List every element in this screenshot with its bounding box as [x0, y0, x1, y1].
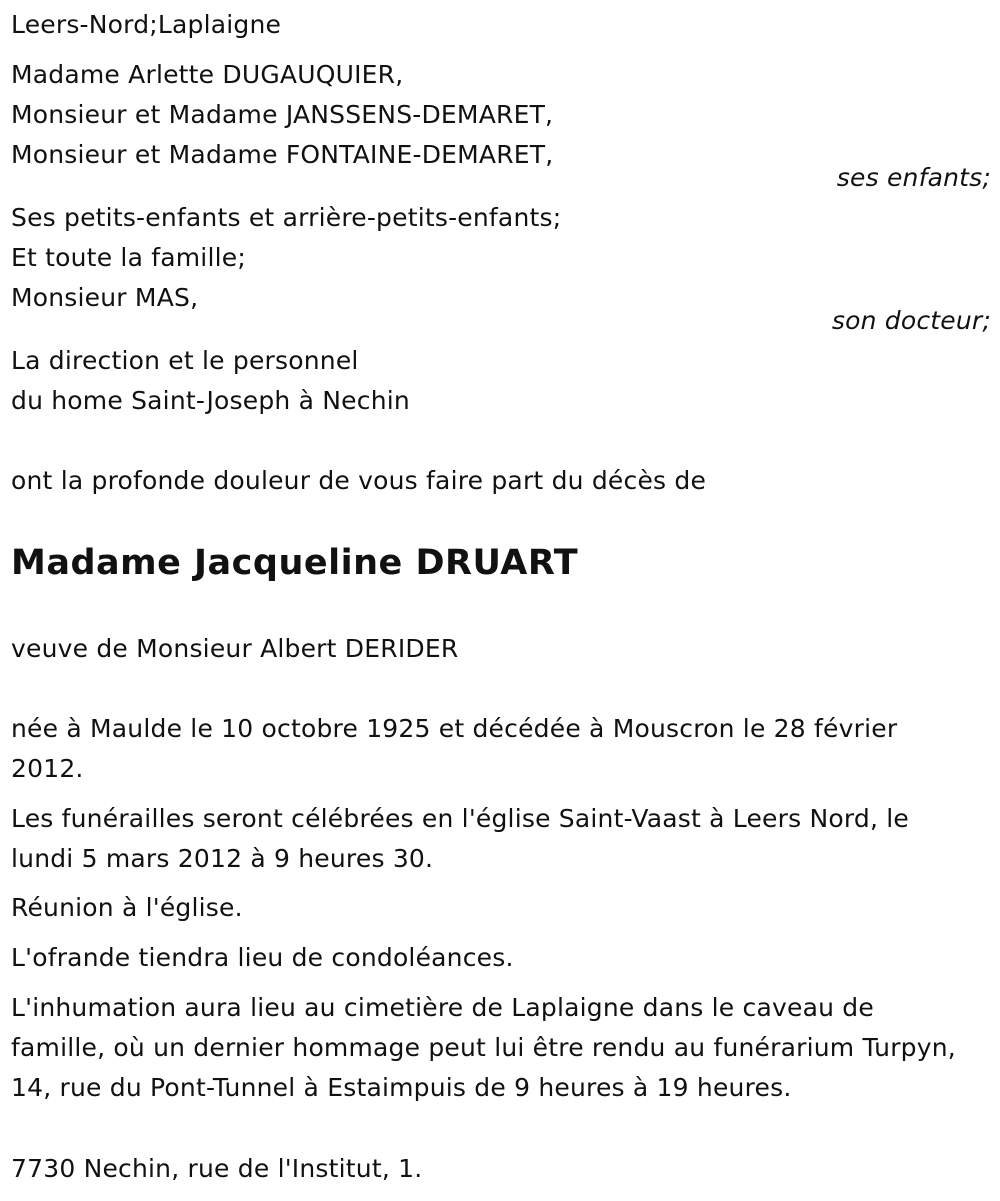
- doctor-role: son docteur;: [831, 306, 991, 335]
- family-line: Et toute la famille;: [11, 243, 246, 272]
- offering-paragraph: L'ofrande tiendra lieu de condoléances.: [11, 943, 514, 972]
- address-line: 7730 Nechin, rue de l'Institut, 1.: [11, 1154, 423, 1183]
- home-line-2: du home Saint-Joseph à Nechin: [11, 386, 410, 415]
- home-line-1: La direction et le personnel: [11, 346, 359, 375]
- birth-death-paragraph: née à Maulde le 10 octobre 1925 et décédée à Mouscron le 28 février 2012.: [11, 714, 898, 783]
- deceased-name: Madame Jacqueline DRUART: [11, 543, 579, 583]
- funeral-paragraph: Les funérailles seront célébrées en l'église Saint-Vaast à Leers Nord, le lundi 5 mars 2012 à 9 heures 30.: [11, 804, 909, 873]
- child-1: Madame Arlette DUGAUQUIER,: [11, 60, 404, 89]
- widow-of: veuve de Monsieur Albert DERIDER: [11, 634, 459, 663]
- doctor-line: Monsieur MAS,: [11, 283, 199, 312]
- grandchildren-line: Ses petits-enfants et arrière-petits-enfants;: [11, 203, 562, 232]
- announcement: ont la profonde douleur de vous faire part du décès de: [11, 466, 707, 495]
- location-header: Leers-Nord;Laplaigne: [11, 10, 282, 39]
- meeting-paragraph: Réunion à l'église.: [11, 893, 243, 922]
- child-2: Monsieur et Madame JANSSENS-DEMARET,: [11, 100, 554, 129]
- children-role: ses enfants;: [836, 163, 991, 192]
- burial-paragraph: L'inhumation aura lieu au cimetière de Laplaigne dans le caveau de famille, où un dernier hommage peut lui être rendu au funérarium Turpyn, 14, rue du Pont-Tunnel à Estaimpuis de 9 heures à 19 heures.: [11, 993, 956, 1102]
- child-3: Monsieur et Madame FONTAINE-DEMARET,: [11, 140, 554, 169]
